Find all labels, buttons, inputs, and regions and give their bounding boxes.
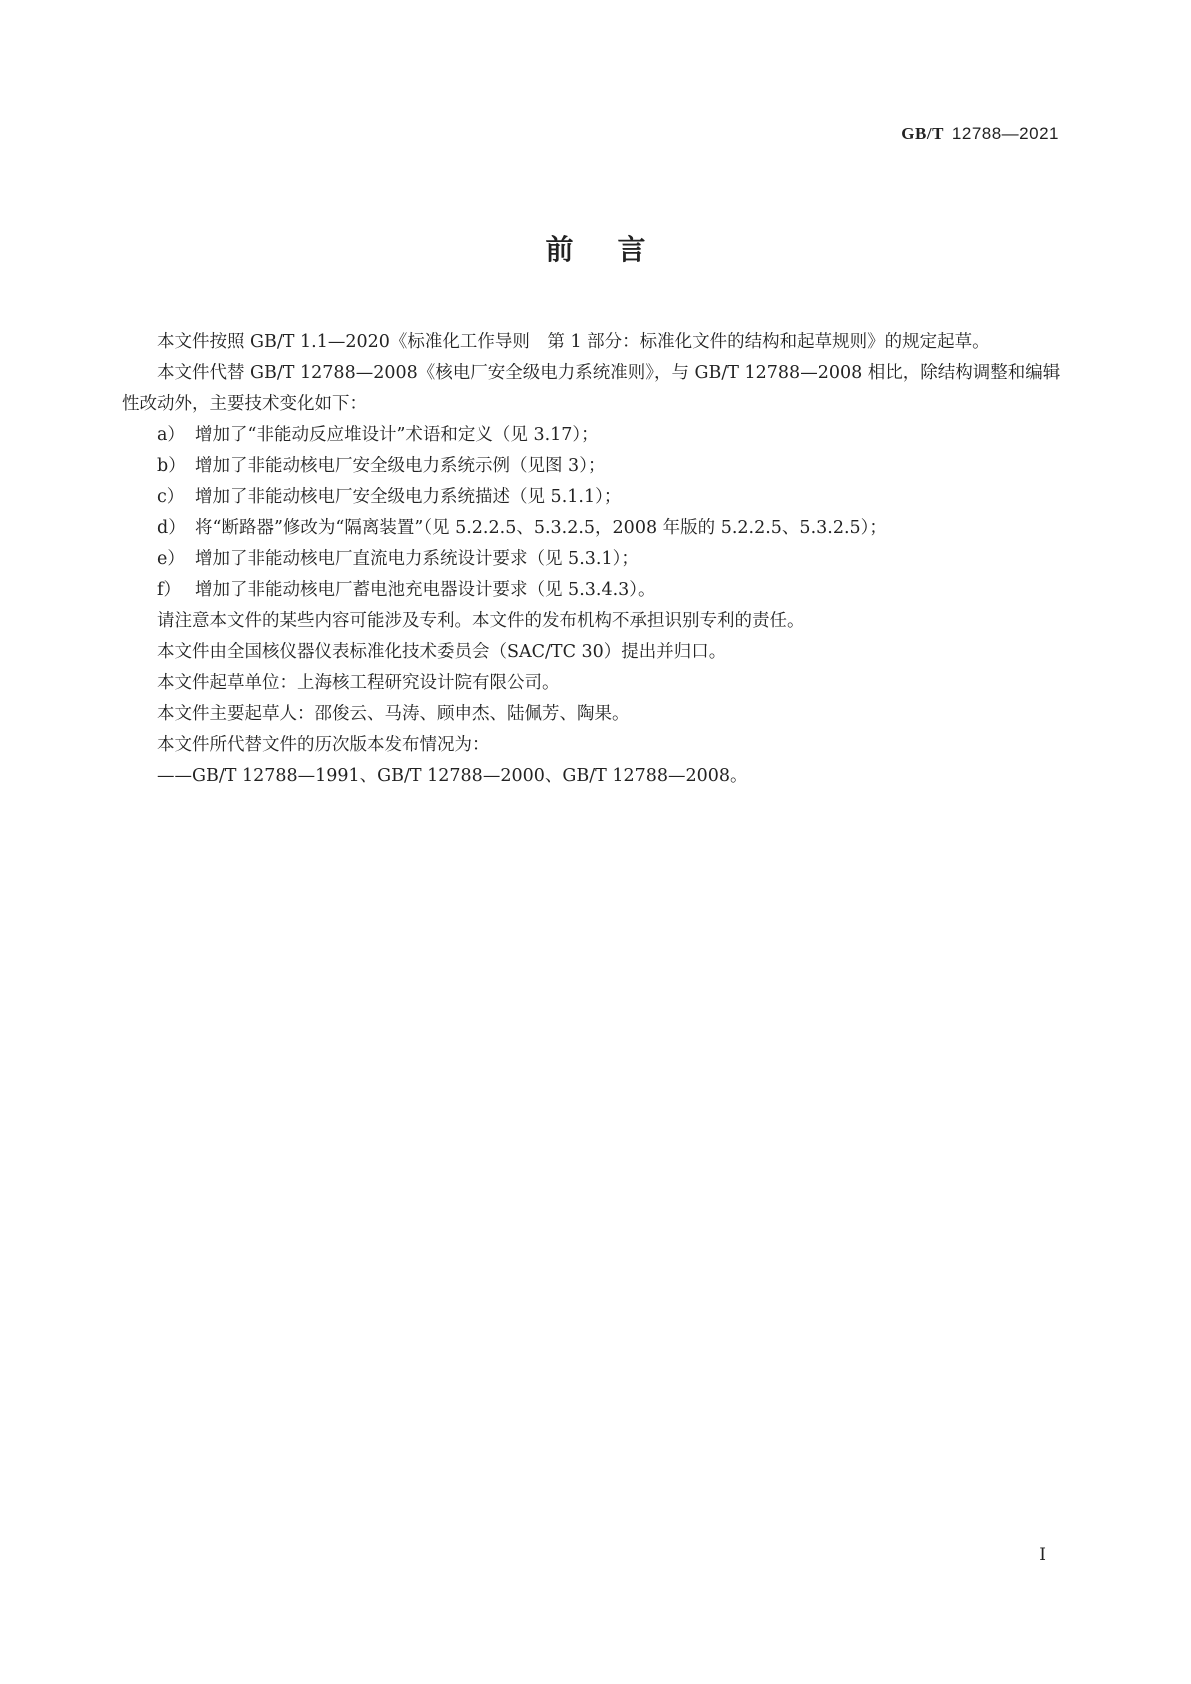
list-item [122,575,1062,606]
page-number: I [1039,1545,1046,1565]
list-item-marker: f） [157,580,181,600]
list-item-text: 增加了非能动核电厂安全级电力系统示例（见图 3）； [195,456,606,476]
foreword-body [122,327,1062,792]
document-code-number: 12788—2021 [951,124,1059,143]
list-item-text: 增加了非能动核电厂直流电力系统设计要求（见 5.3.1）； [195,549,639,569]
list-item [122,482,1062,513]
list-item-text: 增加了非能动核电厂安全级电力系统描述（见 5.1.1）； [195,487,622,507]
list-item [122,513,1062,544]
document-code [901,124,1059,144]
paragraph-replacement: 本文件代替 GB/T 12788—2008《核电厂安全级电力系统准则》，与 GB/T 12788—2008 相比，除结构调整和编辑性改动外，主要技术变化如下： [122,363,1061,414]
list-item-text: 将“断路器”修改为“隔离装置”（见 5.2.2.5、5.3.2.5，2008 年版的 5.2.2.5、5.3.2.5）； [195,518,887,538]
list-item [122,420,1062,451]
paragraph-proposer: 本文件由全国核仪器仪表标准化技术委员会（SAC/TC 30）提出并归口。 [157,642,727,662]
document-code-prefix: GB/T [901,124,944,143]
paragraph-patent-notice: 请注意本文件的某些内容可能涉及专利。本文件的发布机构不承担识别专利的责任。 [157,611,805,631]
list-item-marker: b） [157,456,186,476]
history-list: ——GB/T 12788—1991、GB/T 12788—2000、GB/T 12788—2008。 [157,766,748,786]
paragraph-history-intro: 本文件所代替文件的历次版本发布情况为： [157,735,490,755]
list-item [122,544,1062,575]
list-item [122,451,1062,482]
list-item-text: 增加了非能动核电厂蓄电池充电器设计要求（见 5.3.4.3）。 [195,580,656,600]
list-item-marker: d） [157,518,186,538]
paragraph-drafting-basis: 本文件按照 GB/T 1.1—2020《标准化工作导则 第 1 部分：标准化文件的结构和起草规则》的规定起草。 [157,332,990,352]
paragraph-drafters: 本文件主要起草人：邵俊云、马涛、顾申杰、陆佩芳、陶果。 [157,704,630,724]
page-title: 前言 [545,233,690,266]
list-item-marker: c） [157,487,185,507]
paragraph-drafting-unit: 本文件起草单位：上海核工程研究设计院有限公司。 [157,673,560,693]
changes-list [122,420,1062,606]
list-item-marker: a） [157,425,185,445]
list-item-marker: e） [157,549,185,569]
list-item-text: 增加了“非能动反应堆设计”术语和定义（见 3.17）； [195,425,599,445]
